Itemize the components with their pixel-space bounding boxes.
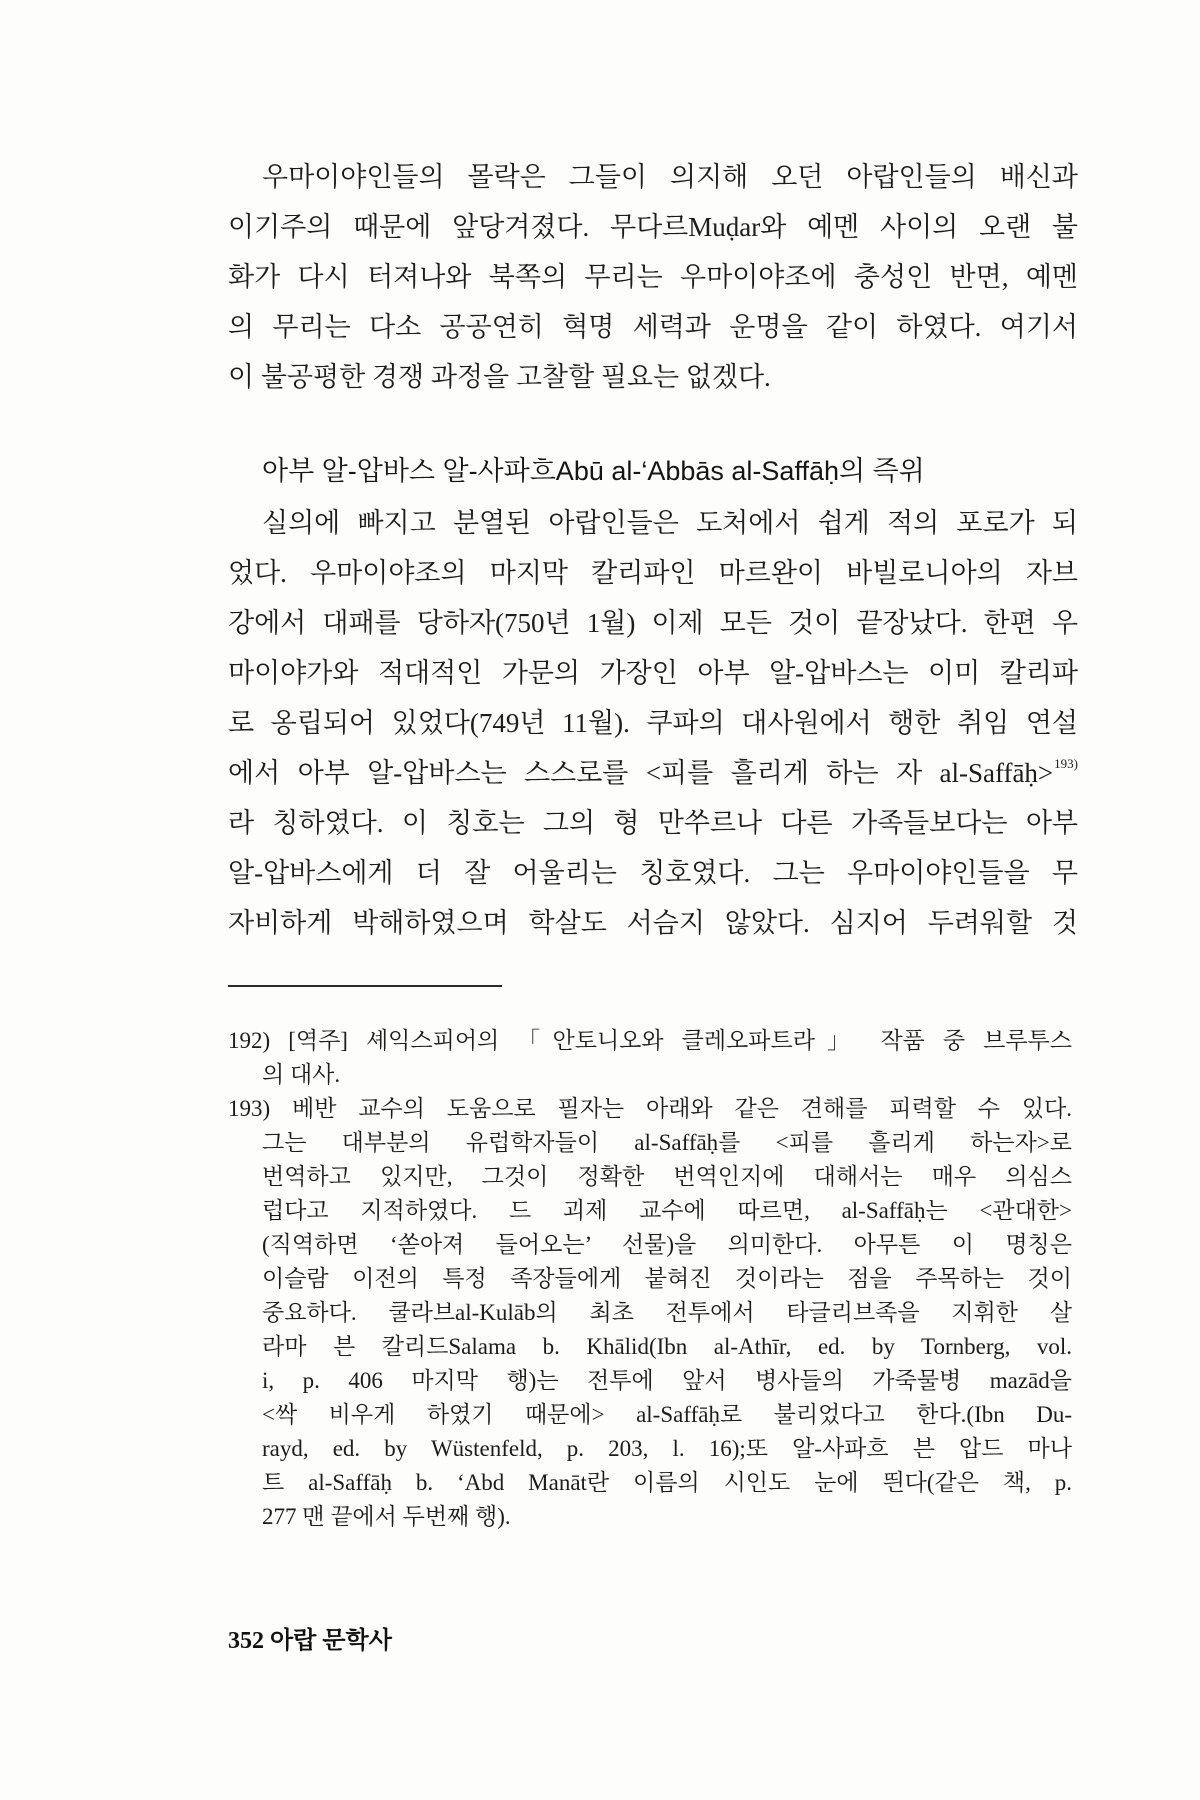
text-line: 화가 다시 터져나와 북쪽의 무리는 우마이야조에 충성인 반면, 예멘 xyxy=(228,262,1078,292)
footnote-first-line xyxy=(228,1092,1072,1126)
footnote-text-line: 번역하고 있지만, 그것이 정확한 번역인지에 대해서는 매우 의심스 xyxy=(262,1164,1072,1189)
footnote-text-line: (직역하면 ‘쏟아져 들어오는’ 선물)을 의미한다. 아무튼 이 명칭은 xyxy=(262,1232,1072,1257)
body-paragraph-1 xyxy=(228,152,1078,402)
text-line: 실의에 빠지고 분열된 아랍인들은 도처에서 쉽게 적의 포로가 되 xyxy=(262,508,1078,538)
text-line: 마이야가와 적대적인 가문의 가장인 아부 알-압바스는 이미 칼리파 xyxy=(228,658,1078,688)
page-number: 352 xyxy=(228,1628,264,1654)
footnote-number: 193) xyxy=(228,1096,271,1121)
section-heading: 아부 알-압바스 알-사파흐Abū al-‘Abbās al-Saffāḥ의 즉위 xyxy=(262,456,925,486)
text-line: 의 무리는 다소 공공연히 혁명 세력과 운명을 같이 하였다. 여기서 xyxy=(228,312,1078,342)
footnote-text-line: i, p. 406 마지막 행)는 전투에 앞서 병사들의 가죽물병 mazād을 xyxy=(262,1368,1072,1393)
text-line: 었다. 우마이야조의 마지막 칼리파인 마르완이 바빌로니아의 자브 xyxy=(228,558,1078,588)
footnote-192 xyxy=(228,1024,1072,1092)
footnote-text-line: 라마 븐 칼리드Salama b. Khālid(Ibn al-Athīr, ed. by Tornberg, vol. xyxy=(262,1334,1072,1359)
footnote-number: 192) xyxy=(228,1028,271,1053)
footnote-text-line: 베반 교수의 도움으로 필자는 아래와 같은 견해를 피력할 수 있다. xyxy=(292,1096,1072,1121)
footnote-text-line: 의 대사. xyxy=(262,1062,341,1087)
running-title: 아랍 문학사 xyxy=(270,1628,392,1654)
footnote-text-line: rayd, ed. by Wüstenfeld, p. 203, l. 16);또 알-사파흐 븐 압드 마나 xyxy=(262,1436,1072,1461)
text-line: 이 불공평한 경쟁 과정을 고찰할 필요는 없겠다. xyxy=(228,362,771,392)
footnote-text-line: 277 맨 끝에서 두번째 행). xyxy=(262,1504,511,1529)
text-line: 우마이야인들의 몰락은 그들이 의지해 오던 아랍인들의 배신과 xyxy=(262,162,1078,192)
footnote-divider xyxy=(228,985,502,987)
text-line: 이기주의 때문에 앞당겨졌다. 무다르Muḍar와 예멘 사이의 오랜 불 xyxy=(228,212,1078,242)
text-line-with-footnote-ref xyxy=(228,748,1078,798)
text-line: 로 옹립되어 있었다(749년 11월). 쿠파의 대사원에서 행한 취임 연설 xyxy=(228,708,1078,738)
text-line: 강에서 대패를 당하자(750년 1월) 이제 모든 것이 끝장났다. 한편 우 xyxy=(228,608,1078,638)
text-line: 에서 아부 알-압바스는 스스로를 <피를 흘리게 하는 자 al-Saffāḥ> xyxy=(228,758,1054,788)
footnote-text-line: 트 al-Saffāḥ b. ‘Abd Manāt란 이름의 시인도 눈에 띈다(같은 책, p. xyxy=(262,1470,1072,1495)
footnote-text-line: [역주] 셰익스피어의 「안토니오와 클레오파트라」 작품 중 브루투스 xyxy=(288,1028,1072,1053)
footnote-text-line: 중요하다. 쿨라브al-Kulāb의 최초 전투에서 타글리브족을 지휘한 살 xyxy=(262,1300,1072,1325)
footnote-text-line: <싹 비우게 하였기 때문에> al-Saffāḥ로 불리었다고 한다.(Ibn Du- xyxy=(262,1402,1072,1427)
text-line: 자비하게 박해하였으며 학살도 서슴지 않았다. 심지어 두려워할 것 xyxy=(228,908,1078,938)
text-line: 알-압바스에게 더 잘 어울리는 칭호였다. 그는 우마이야인들을 무 xyxy=(228,858,1078,888)
page-footer xyxy=(228,1622,392,1660)
footnote-text-line: 럽다고 지적하였다. 드 괴제 교수에 따르면, al-Saffāḥ는 <관대한> xyxy=(262,1198,1072,1223)
footnote-text-line: 그는 대부분의 유럽학자들이 al-Saffāḥ를 <피를 흘리게 하는자>로 xyxy=(262,1130,1072,1155)
footnote-193 xyxy=(228,1092,1072,1534)
footnote-text-line: 이슬람 이전의 특정 족장들에게 붙혀진 것이라는 점을 주목하는 것이 xyxy=(262,1266,1072,1291)
body-paragraph-2 xyxy=(228,498,1078,948)
footnote-reference: 193) xyxy=(1054,756,1078,771)
footnote-first-line xyxy=(228,1024,1072,1058)
footnotes xyxy=(228,1024,1072,1534)
text-line: 라 칭하였다. 이 칭호는 그의 형 만쑤르나 다른 가족들보다는 아부 xyxy=(228,808,1078,838)
